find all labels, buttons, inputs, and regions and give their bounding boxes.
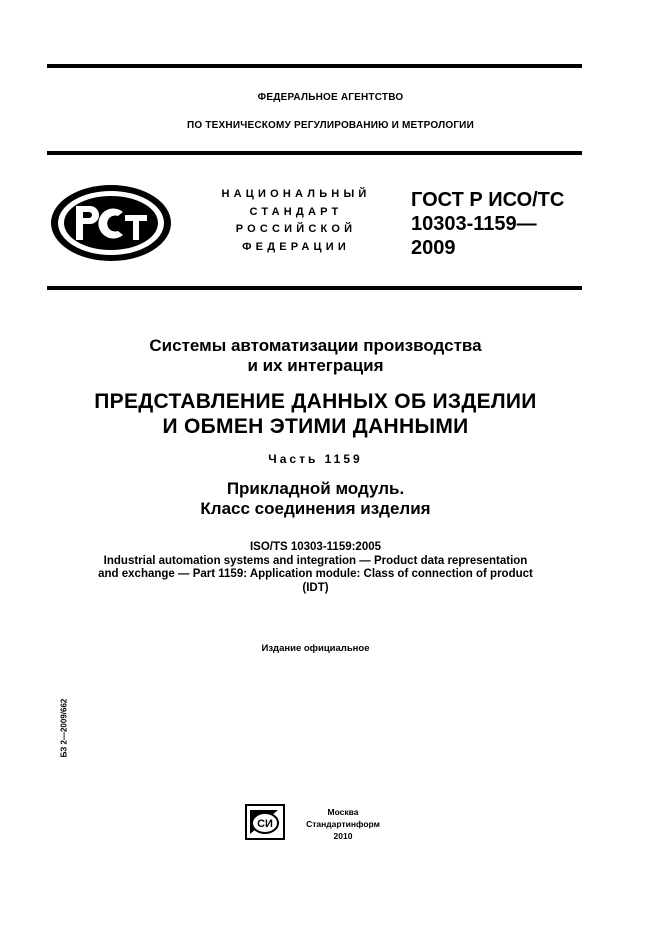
series-title-line-1: Системы автоматизации производства bbox=[149, 336, 482, 355]
sub-title-line-1: Прикладной модуль. bbox=[226, 479, 405, 498]
agency-line-1: ФЕДЕРАЛЬНОЕ АГЕНТСТВО bbox=[257, 92, 404, 103]
designation-line-1: ГОСТ Р ИСО/ТС bbox=[411, 189, 565, 211]
english-title-line-2: and exchange — Part 1159: Application module: Class of connection of product bbox=[98, 568, 533, 580]
publisher-block bbox=[287, 806, 399, 842]
side-code: БЗ 2—2009/662 bbox=[59, 698, 69, 758]
publisher-name: Стандартинформ bbox=[306, 819, 380, 829]
english-title-line-3: (IDT) bbox=[302, 581, 329, 594]
sub-title bbox=[0, 479, 646, 519]
main-title-line-1: ПРЕДСТАВЛЕНИЕ ДАННЫХ ОБ ИЗДЕЛИИ bbox=[94, 390, 537, 413]
header-rule bbox=[47, 151, 582, 155]
rst-logo-icon bbox=[49, 183, 173, 263]
iso-code: ISO/TS 10303-1159:2005 bbox=[249, 541, 382, 553]
national-standard-label bbox=[196, 186, 396, 256]
standard-designation bbox=[411, 188, 564, 260]
english-title-block bbox=[0, 541, 646, 595]
publisher-city: Москва bbox=[327, 807, 359, 817]
national-standard-line-2: СТАНДАРТ bbox=[249, 205, 343, 218]
series-title-line-2: и их интеграция bbox=[247, 356, 384, 375]
designation-line-2: 10303-1159— bbox=[411, 213, 537, 235]
title-block-rule bbox=[47, 286, 582, 290]
main-title bbox=[0, 389, 646, 439]
top-rule bbox=[47, 64, 582, 68]
designation-line-3: 2009 bbox=[411, 237, 456, 259]
edition-label: Издание официальное bbox=[261, 643, 370, 654]
series-title bbox=[0, 336, 646, 376]
part-label: Часть 1159 bbox=[268, 452, 363, 466]
sub-title-line-2: Класс соединения изделия bbox=[200, 499, 431, 518]
national-standard-line-3: РОССИЙСКОЙ bbox=[235, 223, 357, 235]
agency-line-2: ПО ТЕХНИЧЕСКОМУ РЕГУЛИРОВАНИЮ И МЕТРОЛОГИИ bbox=[187, 120, 474, 131]
english-title-line-1: Industrial automation systems and integration — Product data representation bbox=[103, 554, 528, 567]
standartinform-logo-text: СИ bbox=[257, 818, 273, 830]
publisher-year: 2010 bbox=[333, 831, 353, 841]
national-standard-line-4: ФЕДЕРАЦИИ bbox=[242, 240, 350, 253]
main-title-line-2: И ОБМЕН ЭТИМИ ДАННЫМИ bbox=[162, 415, 469, 438]
national-standard-line-1: НАЦИОНАЛЬНЫЙ bbox=[221, 188, 371, 200]
standartinform-logo-icon bbox=[245, 804, 285, 840]
